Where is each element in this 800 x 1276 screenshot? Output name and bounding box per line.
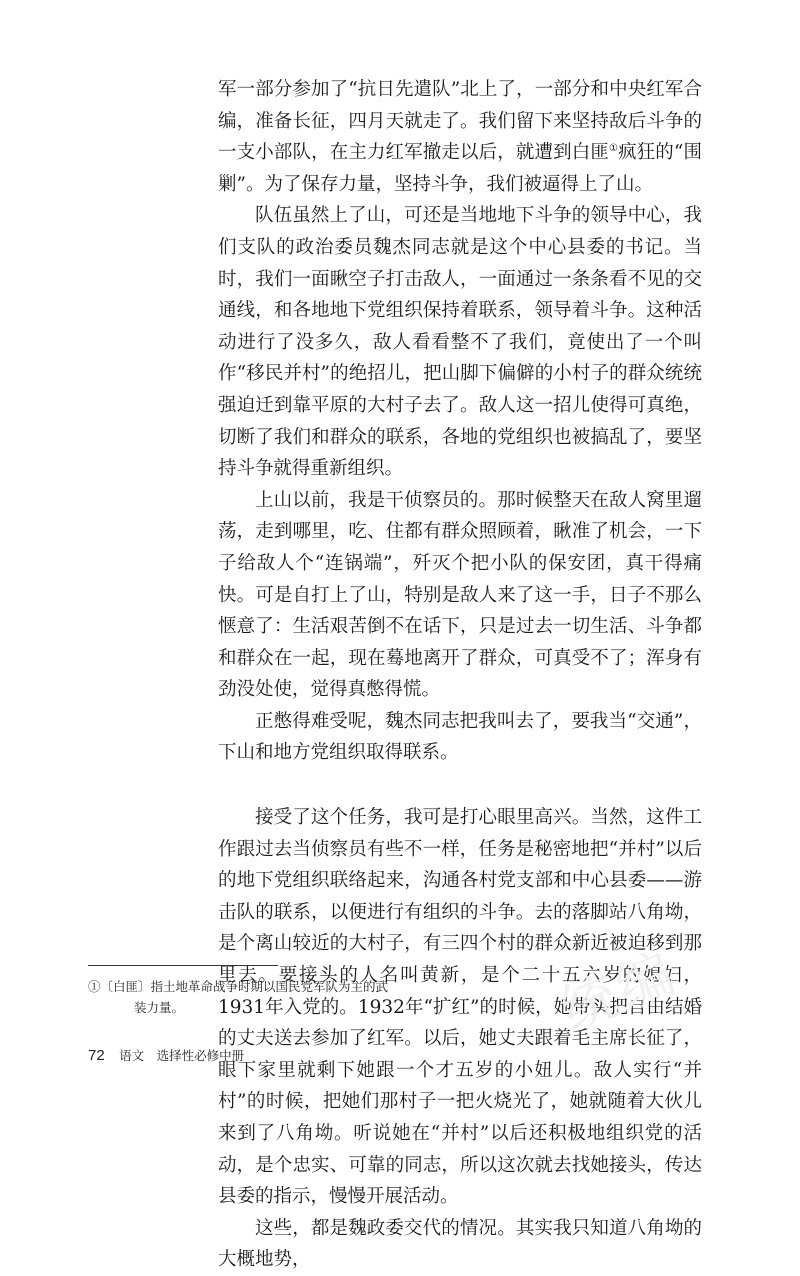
page-body <box>218 74 702 1276</box>
paragraph-1 <box>218 74 702 200</box>
paragraph-1-text-cont: 疯狂的“围剿”。为了保存力量，坚持斗争，我们被逼得上了山。 <box>218 142 702 195</box>
section-break <box>218 769 702 802</box>
footnote-line-2: 装力量。 <box>134 1000 185 1015</box>
paragraph-5: 接受了这个任务，我可是打心眼里高兴。当然，这件工作跟过去当侦察员有些不一样，任务是秘密地把“并村”以后的地下党组织联络起来，沟通各村党支部和中心县委——游击队的联系，以便进行有组织的斗争。去的落脚站八角坳，是个离山较近的大村子，有三四个村的群众新近被迫移到那里去。要接头的人名叫黄新，是个二十五六岁的媳妇，1931年入党的。1932年“扩红”的时候，她带头把自由结婚的丈夫送去参加了红军。以后，她丈夫跟着毛主席长征了，眼下家里就剩下她跟一个才五岁的小妞儿。敌人实行“并村”的时候，把她们那村子一把火烧光了，她就随着大伙儿来到了八角坳。听说她在“并村”以后还积极地组织党的活动，是个忠实、可靠的同志，所以这次就去找她接头，传达县委的指示，慢慢开展活动。 <box>218 807 702 1208</box>
footnote-divider <box>88 965 278 966</box>
paragraph-4: 正憋得难受呢，魏杰同志把我叫去了，要我当“交通”，下山和地方党组织取得联系。 <box>218 710 702 764</box>
footnote-reference[interactable]: ① <box>608 143 619 155</box>
paragraph-2: 队伍虽然上了山，可还是当地地下斗争的领导中心，我们支队的政治委员魏杰同志就是这个中心县委的书记。当时，我们一面瞅空子打击敌人，一面通过一条条看不见的交通线，和各地地下党组织保持着联系，领导着斗争。这种活动进行了没多久，敌人看看整不了我们，竟使出了一个叫作“移民并村”的绝招儿，把山脚下偏僻的小村子的群众统统强迫迁到靠平原的大村子去了。敌人这一招儿使得可真绝，切断了我们和群众的联系，各地的党组织也被搞乱了，要坚持斗争就得重新组织。 <box>218 205 702 480</box>
page-footer <box>88 1046 244 1065</box>
book-title: 语文 选择性必修中册 <box>119 1049 245 1063</box>
page-number: 72 <box>88 1047 105 1064</box>
paragraph-3: 上山以前，我是干侦察员的。那时候整天在敌人窝里遛荡，走到哪里，吃、住都有群众照顾着，瞅准了机会，一下子给敌人个“连锅端”，歼灭个把小队的保安团，真干得痛快。可是自打上了山，特别是敌人来了这一手，日子不那么惬意了：生活艰苦倒不在话下，只是过去一切生活、斗争都和群众在一起，现在蓦地离开了群众，可真受不了；浑身有劲没处使，觉得真憋得慌。 <box>218 489 702 701</box>
paragraph-6: 这些，都是魏政委交代的情况。其实我只知道八角坳的大概地势， <box>218 1217 702 1271</box>
watermark-graphic: 统编 <box>551 939 688 1045</box>
footnote-line-1: ①〔白匪〕指土地革命战争时期以国民党军队为主的武 <box>88 979 389 994</box>
footnote <box>88 976 388 1018</box>
paragraph-1-text: 军一部分参加了“抗日先遣队”北上了，一部分和中央红军合编，准备长征，四月天就走了。我们留下来坚持敌后斗争的一支小部队，在主力红军撤走以后，就遭到白匪 <box>218 79 702 164</box>
